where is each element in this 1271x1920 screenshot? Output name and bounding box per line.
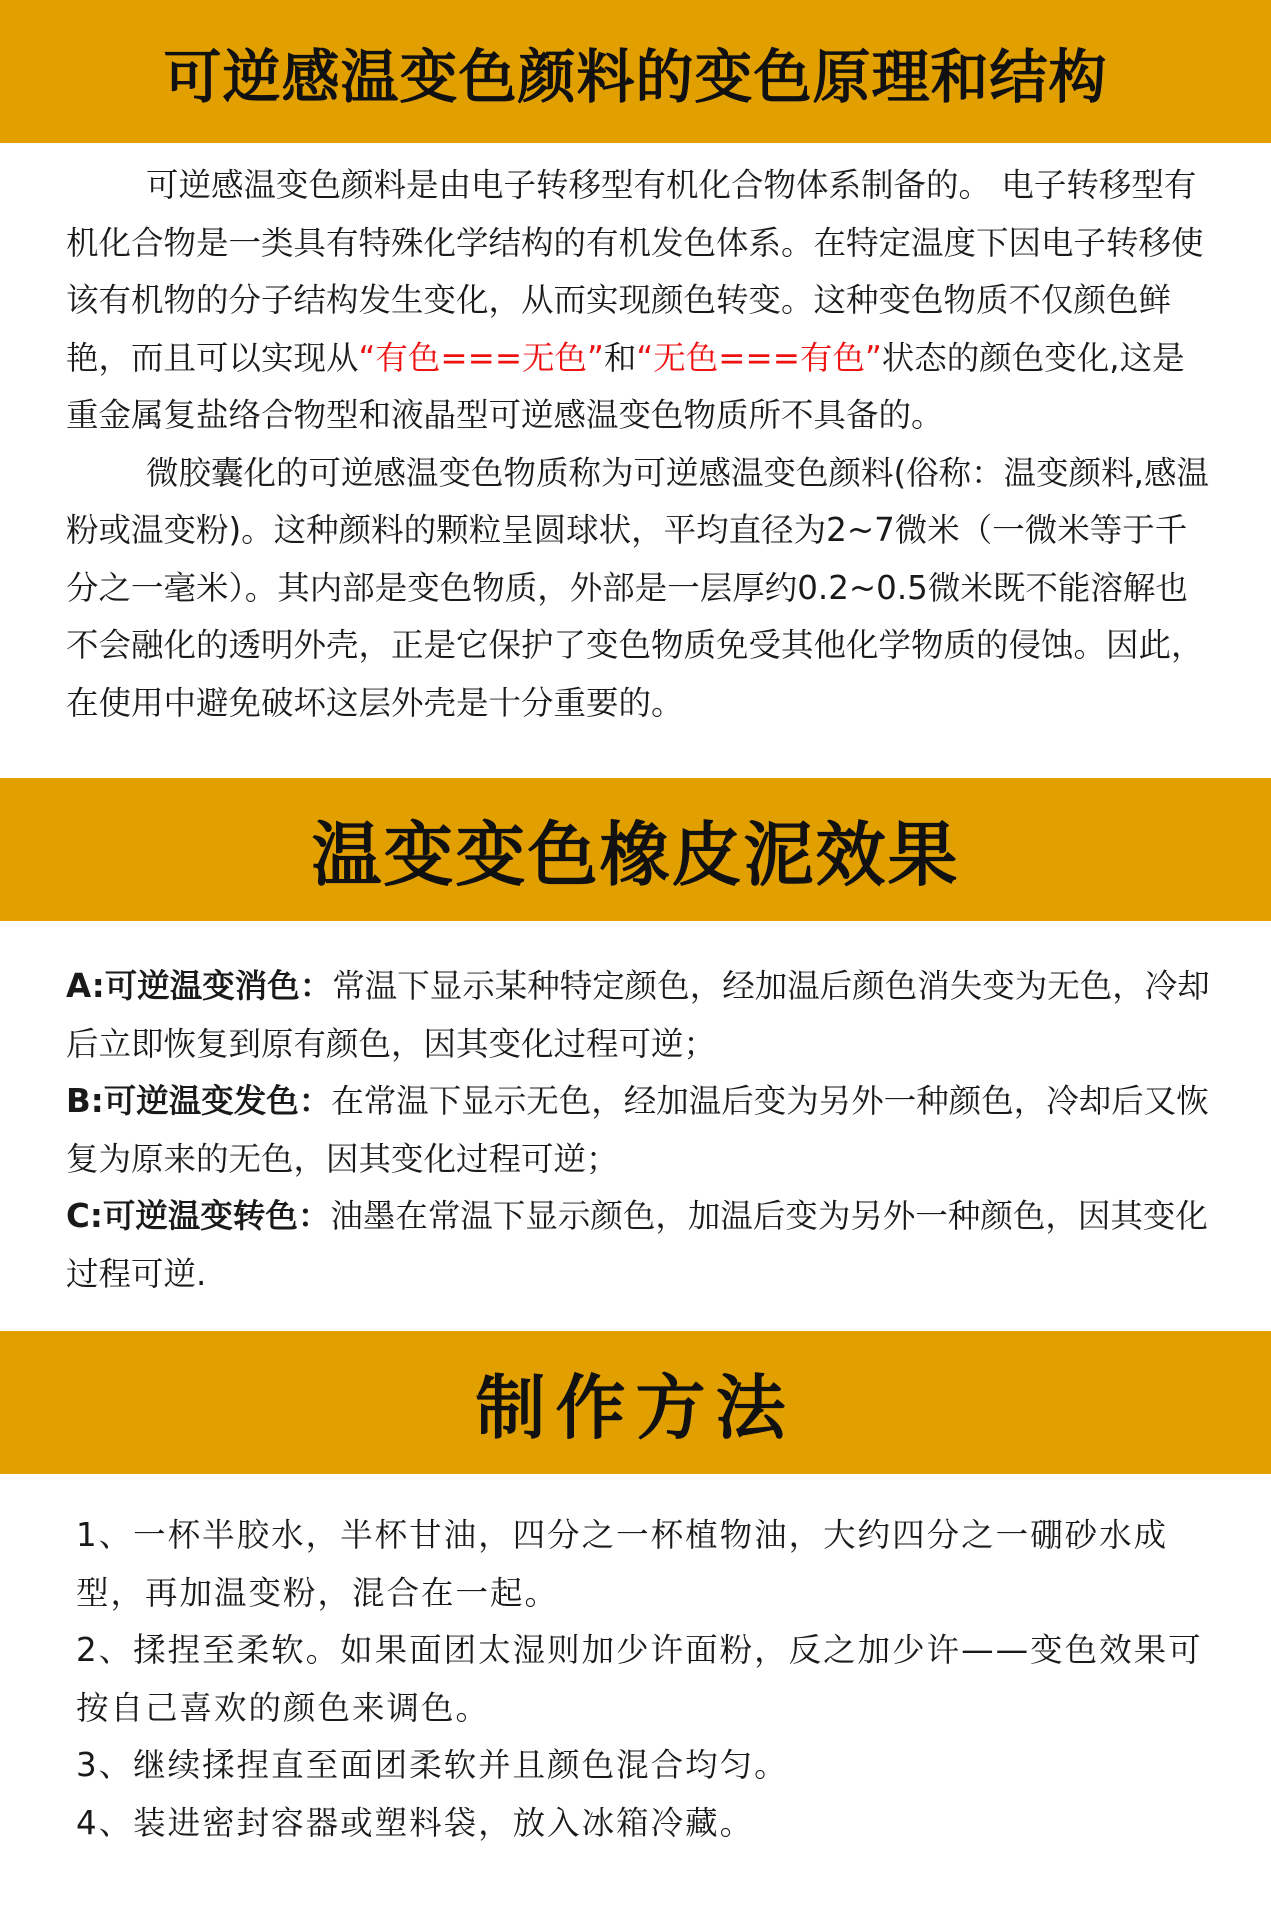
method-step-3: 3、继续揉捏直至面团柔软并且颜色混合均匀。 — [76, 1746, 789, 1784]
effect-label-b: B:可逆温变发色： — [66, 1082, 332, 1120]
effect-item-b — [66, 1073, 1216, 1188]
principle-text — [66, 157, 1216, 732]
principle-text-b: 状态的颜色变化,这是重金属复盐络合物型和液晶型可逆感温变色物质所不具备的。 — [66, 338, 1185, 434]
section-banner-principle — [0, 0, 1271, 143]
effect-label-c: C:可逆温变转色： — [66, 1197, 331, 1235]
conjunction-text: 和 — [603, 338, 637, 377]
effect-text-a: 常温下显示某种特定颜色，经加温后颜色消失变为无色，冷却后立即恢复到原有颜色，因其变化过程可逆； — [66, 967, 1210, 1063]
effect-item-c — [66, 1188, 1216, 1303]
principle-text-a: 可逆感温变色颜料是由电子转移型有机化合物体系制备的。 电子转移型有机化合物是一类具有特殊化学结构的有机发色体系。在特定温度下因电子转移使该有机物的分子结构发生变化，从而实现颜色转变。这种变色物质不仅颜色鲜艳，而且可以实现从 — [66, 166, 1204, 377]
method-step-2: 2、揉捏至柔软。如果面团太湿则加少许面粉，反之加少许——变色效果可按自己喜欢的颜色来调色。 — [76, 1631, 1203, 1727]
effects-list — [66, 958, 1216, 1303]
effect-text-c: 油墨在常温下显示颜色，加温后变为另外一种颜色，因其变化过程可逆. — [66, 1197, 1208, 1293]
method-step-4: 4、装进密封容器或塑料袋，放入冰箱冷藏。 — [76, 1803, 755, 1842]
section-banner-effects — [0, 778, 1271, 921]
method-steps — [76, 1507, 1226, 1852]
method-step-1: 1、一杯半胶水，半杯甘油，四分之一杯植物油，大约四分之一硼砂水成型，再加温变粉，混合在一起。 — [76, 1516, 1169, 1612]
principle-paragraph-1 — [66, 157, 1216, 445]
highlight-colored-to-colorless: “有色===无色” — [358, 338, 604, 377]
section-title-principle: 可逆感温变色颜料的变色原理和结构 — [163, 42, 1108, 111]
effect-label-a: A:可逆温变消色： — [66, 967, 333, 1005]
effect-item-a — [66, 958, 1216, 1073]
section-title-method: 制作方法 — [475, 1367, 796, 1449]
section-banner-method — [0, 1331, 1271, 1474]
effect-text-b: 在常温下显示无色，经加温后变为另外一种颜色，冷却后又恢复为原来的无色，因其变化过程可逆； — [66, 1082, 1209, 1178]
highlight-colorless-to-colored: “无色===有色” — [636, 338, 882, 377]
section-title-effects: 温变变色橡皮泥效果 — [311, 814, 960, 896]
principle-paragraph-2: 微胶囊化的可逆感温变色物质称为可逆感温变色颜料(俗称：温变颜料,感温粉或温变粉)。这种颜料的颗粒呈圆球状，平均直径为2~7微米（一微米等于千分之一毫米）。其内部是变色物质，外部是一层厚约0.2~0.5微米既不能溶解也不会融化的透明外壳，正是它保护了变色物质免受其他化学物质的侵蚀。因此，在使用中避免破坏这层外壳是十分重要的。 — [66, 453, 1210, 722]
